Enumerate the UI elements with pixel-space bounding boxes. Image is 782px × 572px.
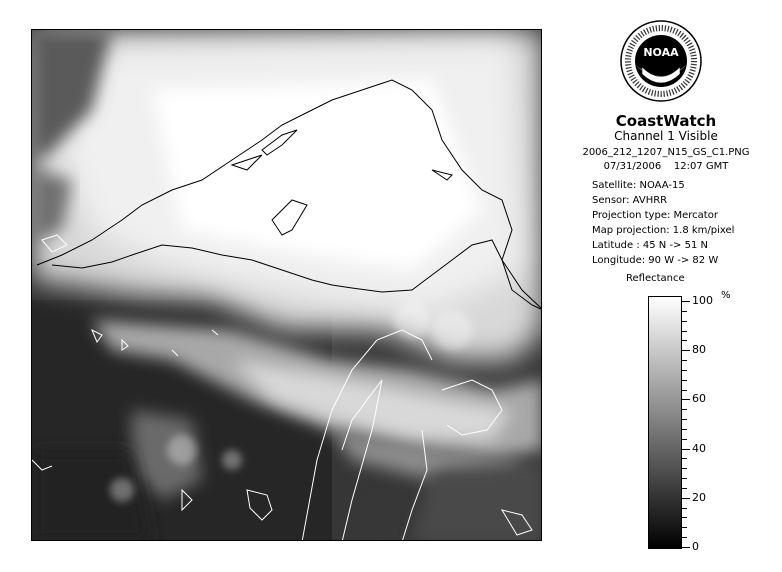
meta-longitude: Longitude: 90 W -> 82 W [592,255,719,266]
colorbar-minor-tick [682,370,687,371]
colorbar-minor-tick [682,527,687,528]
colorbar-minor-tick [682,331,687,332]
colorbar-minor-tick [682,390,687,391]
colorbar-minor-tick [682,409,687,410]
colorbar-minor-tick [682,311,687,312]
colorbar-minor-tick [682,301,687,302]
colorbar-minor-tick [682,537,687,538]
filename-label: 2006_212_1207_N15_GS_C1.PNG [582,147,750,158]
colorbar-minor-tick [682,468,687,469]
legend-unit: % [721,290,731,301]
colorbar-minor-tick [682,340,687,341]
channel-label: Channel 1 Visible [614,129,718,143]
brand-title: CoastWatch [615,112,717,130]
datetime-label: 07/31/2006 12:07 GMT [603,161,729,172]
colorbar-minor-tick [682,321,687,322]
meta-sensor: Sensor: AVHRR [592,195,668,206]
colorbar-tick-label: 0 [692,540,699,553]
colorbar-minor-tick [682,360,687,361]
colorbar-minor-tick [682,478,687,479]
colorbar-minor-tick [682,399,687,400]
colorbar-tick-label: 40 [692,442,706,455]
satellite-map[interactable] [31,29,542,541]
meta-map-projection: Map projection: 1.8 km/pixel [592,225,735,236]
colorbar-minor-tick [682,449,687,450]
map-image [32,30,542,541]
colorbar-minor-tick [682,429,687,430]
meta-satellite: Satellite: NOAA-15 [592,180,685,191]
colorbar-minor-tick [682,439,687,440]
colorbar-tick-label: 80 [692,343,706,356]
colorbar-minor-tick [682,498,687,499]
colorbar-minor-tick [682,508,687,509]
reflectance-colorbar [648,296,682,549]
colorbar-minor-tick [682,419,687,420]
colorbar-minor-tick [682,547,687,548]
legend-title: Reflectance [626,273,685,284]
svg-text:NOAA: NOAA [643,46,679,59]
colorbar-minor-tick [682,488,687,489]
colorbar-minor-tick [682,517,687,518]
colorbar-tick-label: 60 [692,392,706,405]
meta-latitude: Latitude : 45 N -> 51 N [592,240,708,251]
noaa-logo [620,20,702,102]
meta-projection-type: Projection type: Mercator [592,210,718,221]
colorbar-minor-tick [682,350,687,351]
colorbar-tick-label: 20 [692,491,706,504]
colorbar-tick-label: 100 [692,294,713,307]
colorbar-minor-tick [682,458,687,459]
colorbar-minor-tick [682,380,687,381]
